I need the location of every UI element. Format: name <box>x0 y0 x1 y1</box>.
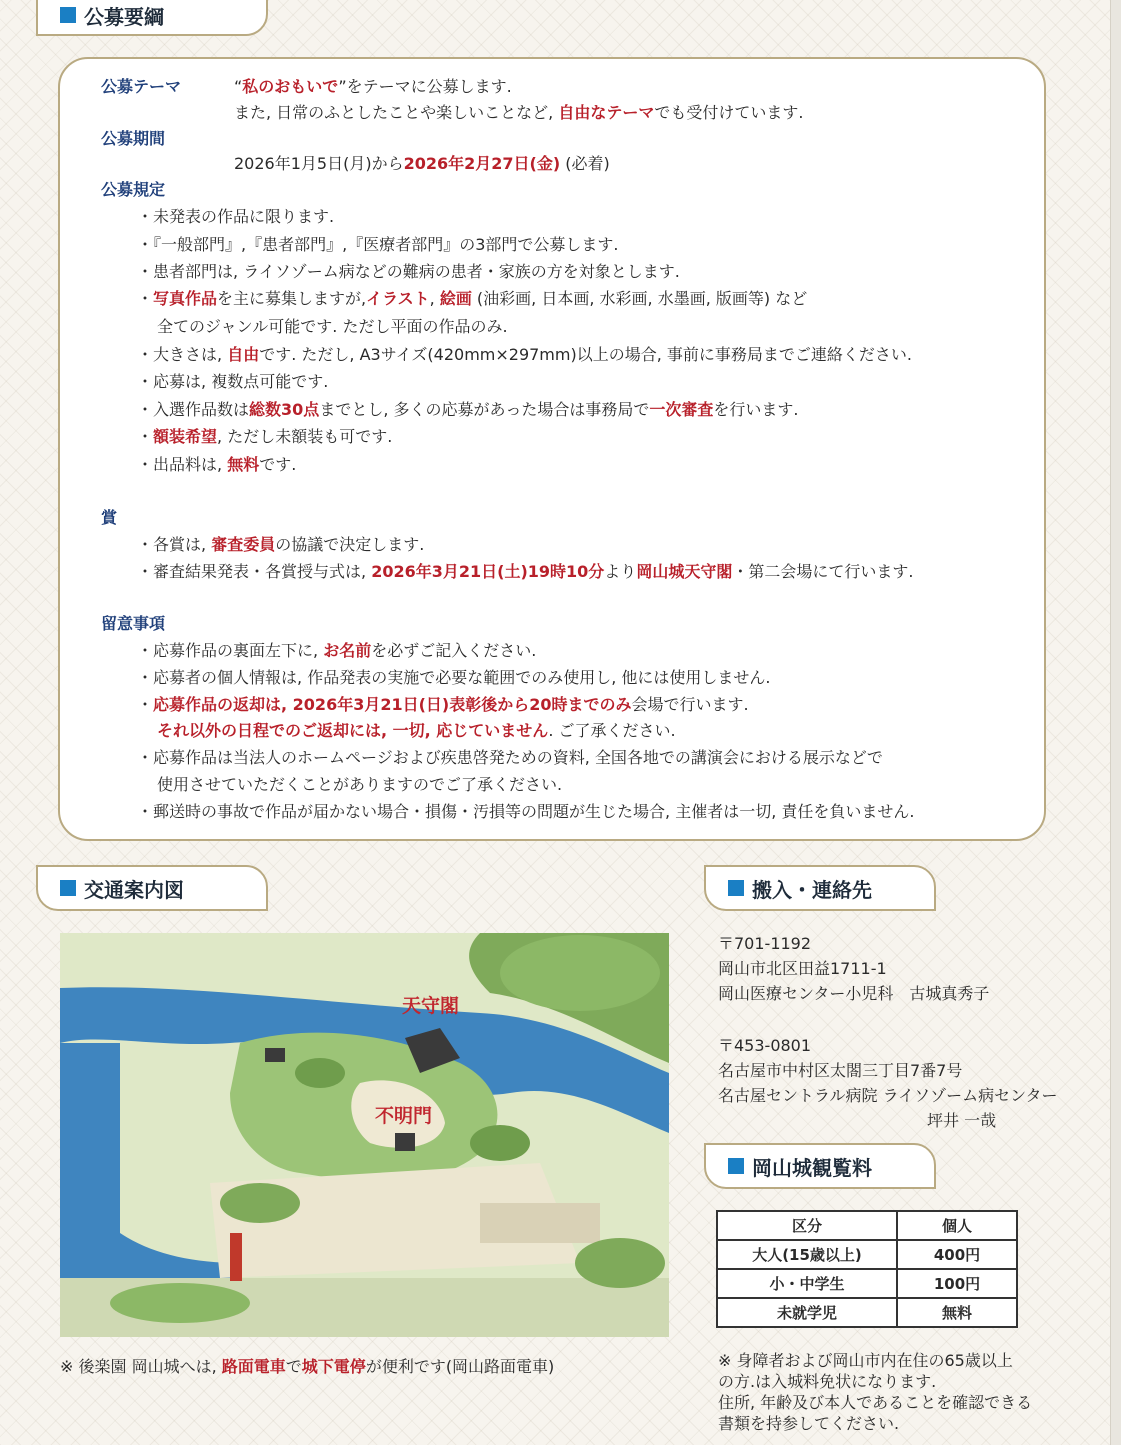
theme-line-1 <box>234 74 512 97</box>
rule-item <box>137 232 618 255</box>
text: , <box>429 289 440 308</box>
contact-address-2: 名古屋市中村区太閤三丁目7番7号 <box>718 1061 963 1080</box>
bullet: ・ <box>137 641 154 660</box>
table-header-row <box>717 1211 1017 1240</box>
prize-item <box>137 532 424 555</box>
rule-item <box>137 259 680 282</box>
highlight: お名前 <box>323 641 372 660</box>
bullet: ・ <box>137 372 154 391</box>
square-bullet-icon <box>728 880 744 896</box>
highlight: 絵画 <box>439 289 472 308</box>
rule-item <box>137 286 807 309</box>
table-row <box>717 1298 1017 1327</box>
text: で <box>285 1357 302 1376</box>
text: 応募作品は当法人のホームページおよび疾患啓発ための資料, 全国各地での講演会における展示などで <box>153 748 883 767</box>
notes-label: 留意事項 <box>101 614 166 633</box>
table-row <box>717 1240 1017 1269</box>
bullet: ・ <box>137 668 154 687</box>
text: (油彩画, 日本画, 水彩画, 水墨画, 版画等) など <box>471 289 808 308</box>
text: より <box>604 562 637 581</box>
text: 入選作品数は <box>153 400 250 419</box>
map-label-fumei: 不明門 <box>375 1105 433 1127</box>
note-item <box>137 638 536 661</box>
table-cell: 小・中学生 <box>717 1269 897 1298</box>
bullet: ・ <box>137 262 154 281</box>
rule-item <box>137 204 334 227</box>
text: までとし, 多くの応募があった場合は事務局で <box>319 400 650 419</box>
castle-map <box>60 933 669 1337</box>
contact-name-1: 岡山医療センター小児科 古城真秀子 <box>718 984 990 1003</box>
text: ・第二会場にて行います. <box>732 562 914 581</box>
text: “ <box>234 77 243 96</box>
text: 郵送時の事故で作品が届かない場合・損傷・汚損等の問題が生じた場合, 主催者は一切, 責任を負いません. <box>153 802 915 821</box>
bullet: ・ <box>137 400 154 419</box>
theme-highlight: 私のおもいで <box>242 77 339 96</box>
text: が便利です(岡山路面電車) <box>365 1357 555 1376</box>
note-item-continued <box>157 718 676 741</box>
text: ※ 後楽園 岡山城へは, <box>60 1357 222 1376</box>
bullet: ・ <box>137 345 154 364</box>
section-tab-outline <box>36 0 268 36</box>
highlight: それ以外の日程でのご返却には, 一切, 応じていません <box>157 721 549 740</box>
section-tab-access <box>36 865 268 911</box>
contact-zip-1: 〒701-1192 <box>718 934 812 953</box>
text: 応募者の個人情報は, 作品発表の実施で必要な範囲でのみ使用し, 他には使用しません. <box>153 668 771 687</box>
table-row <box>717 1269 1017 1298</box>
table-header-cell: 個人 <box>897 1211 1017 1240</box>
rule-item <box>137 424 392 447</box>
text: の協議で決定します. <box>275 535 425 554</box>
text: 応募は, 複数点可能です. <box>153 372 329 391</box>
text: 『一般部門』,『患者部門』,『医療者部門』の3部門で公募します. <box>153 235 619 254</box>
text: です. ただし, A3サイズ(420mm×297mm)以上の場合, 事前に事務局までご連絡ください. <box>259 345 912 364</box>
castle-map-illustration <box>60 933 669 1337</box>
bullet: ・ <box>137 289 154 308</box>
section-title-access: 交通案内図 <box>84 877 184 902</box>
fee-table <box>716 1210 1018 1328</box>
text: (必着) <box>560 154 610 173</box>
bullet: ・ <box>137 427 154 446</box>
fee-note-line: の方.は入城料免状になります. <box>718 1372 937 1391</box>
period-label: 公募期間 <box>101 129 166 148</box>
text: 大きさは, <box>153 345 228 364</box>
section-title-outline: 公募要綱 <box>84 4 164 29</box>
text: 会場で行います. <box>631 695 749 714</box>
highlight: 路面電車 <box>221 1357 286 1376</box>
note-item <box>137 692 749 715</box>
bullet: ・ <box>137 207 154 226</box>
rule-item-continued: 全てのジャンル可能です. ただし平面の作品のみ. <box>157 317 508 336</box>
square-bullet-icon <box>728 1158 744 1174</box>
contact-org-2: 名古屋セントラル病院 ライソゾーム病センター <box>718 1086 1058 1105</box>
text: です. <box>259 455 297 474</box>
text: を必ずご記入ください. <box>371 641 537 660</box>
rule-item <box>137 342 912 365</box>
free-theme-highlight: 自由なテーマ <box>558 103 655 122</box>
section-tab-contact <box>704 865 936 911</box>
section-title-contact: 搬入・連絡先 <box>752 877 872 902</box>
theme-label: 公募テーマ <box>101 77 182 96</box>
text: . ご了承ください. <box>548 721 676 740</box>
theme-line-2 <box>234 100 803 123</box>
text: を行います. <box>713 400 799 419</box>
text: 審査結果発表・各賞授与式は, <box>153 562 372 581</box>
prize-item <box>137 559 913 582</box>
fee-note-line: 住所, 年齢及び本人であることを確認できる <box>718 1393 1033 1412</box>
highlight: 岡山城天守閣 <box>636 562 733 581</box>
text: ”をテーマに公募します. <box>338 77 512 96</box>
text: でも受付けています. <box>654 103 804 122</box>
text: を主に募集しますが, <box>217 289 367 308</box>
table-cell: 無料 <box>897 1298 1017 1327</box>
text: 未発表の作品に限ります. <box>153 207 335 226</box>
prize-label: 賞 <box>101 508 118 527</box>
square-bullet-icon <box>60 7 76 23</box>
table-cell: 未就学児 <box>717 1298 897 1327</box>
text: , ただし未額装も可です. <box>217 427 393 446</box>
highlight: 審査委員 <box>211 535 276 554</box>
highlight: イラスト <box>366 289 430 308</box>
highlight: 2026年3月21日(土)19時10分 <box>371 562 605 581</box>
table-cell: 400円 <box>897 1240 1017 1269</box>
bullet: ・ <box>137 235 154 254</box>
rule-item <box>137 369 328 392</box>
text: 各賞は, <box>153 535 212 554</box>
contact-zip-2: 〒453-0801 <box>718 1036 812 1055</box>
note-item <box>137 745 883 768</box>
text: また, 日常のふとしたことや楽しいことなど, <box>234 103 559 122</box>
text: 2026年1月5日(月)から <box>234 154 404 173</box>
table-cell: 100円 <box>897 1269 1017 1298</box>
period-text <box>234 151 610 174</box>
contact-name-2: 坪井 一哉 <box>927 1111 997 1130</box>
rule-item <box>137 397 798 420</box>
square-bullet-icon <box>60 880 76 896</box>
note-item-continued: 使用させていただくことがありますのでご了承ください. <box>157 775 563 794</box>
contact-address-1: 岡山市北区田益1711-1 <box>718 959 887 978</box>
highlight: 城下電停 <box>301 1357 366 1376</box>
bullet: ・ <box>137 802 154 821</box>
highlight: 額装希望 <box>153 427 218 446</box>
highlight: 自由 <box>227 345 260 364</box>
text: 応募作品の裏面左下に, <box>153 641 324 660</box>
bullet: ・ <box>137 695 154 714</box>
highlight: 一次審査 <box>649 400 714 419</box>
note-item <box>137 799 914 822</box>
map-access-note <box>60 1354 554 1377</box>
highlight: 応募作品の返却は, 2026年3月21日(日)表彰後から20時までのみ <box>153 695 632 714</box>
bullet: ・ <box>137 562 154 581</box>
highlight: 総数30点 <box>249 400 320 419</box>
section-tab-fee <box>704 1143 936 1189</box>
rule-item <box>137 452 296 475</box>
fee-note-line: 書類を持参してください. <box>718 1414 900 1433</box>
bullet: ・ <box>137 535 154 554</box>
map-label-tenshu: 天守閣 <box>402 995 460 1017</box>
bullet: ・ <box>137 748 154 767</box>
table-header-cell: 区分 <box>717 1211 897 1240</box>
section-title-fee: 岡山城観覧料 <box>752 1155 872 1180</box>
deadline-highlight: 2026年2月27日(金) <box>403 154 561 173</box>
table-cell: 大人(15歳以上) <box>717 1240 897 1269</box>
bullet: ・ <box>137 455 154 474</box>
page-edge-strip <box>1110 0 1121 1445</box>
highlight: 無料 <box>227 455 260 474</box>
text: 患者部門は, ライソゾーム病などの難病の患者・家族の方を対象とします. <box>153 262 680 281</box>
note-item <box>137 665 770 688</box>
rules-label: 公募規定 <box>101 180 166 199</box>
highlight: 写真作品 <box>153 289 218 308</box>
text: 出品料は, <box>153 455 228 474</box>
fee-note-line: ※ 身障者および岡山市内在住の65歳以上 <box>718 1351 1013 1370</box>
